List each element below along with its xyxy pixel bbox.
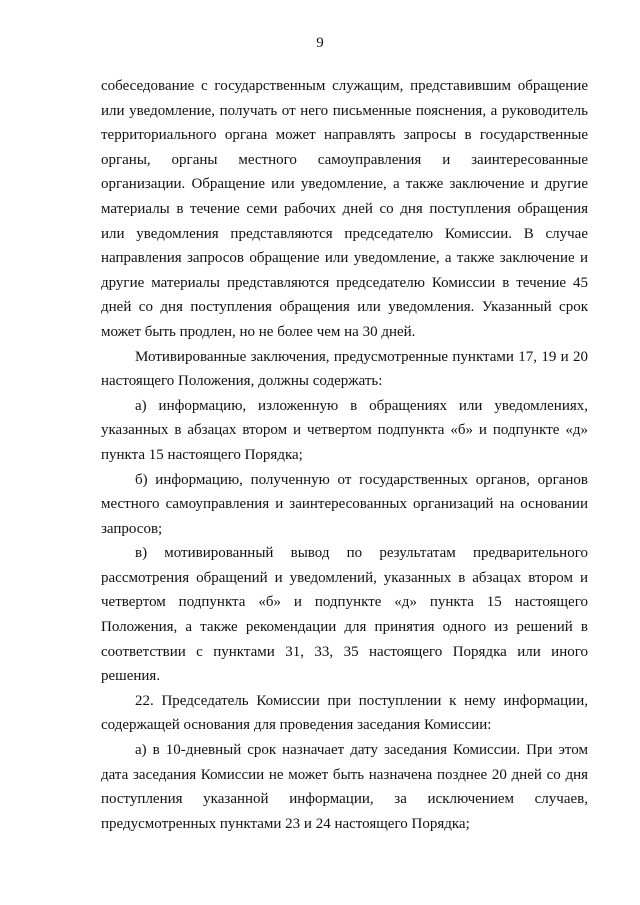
document-body [101,74,588,836]
paragraph-continuation: собеседование с государственным служащим, представившим обращение или уведомление, получать от него письменные пояснения, а руководитель территориального органа может направлять запросы в государственные органы, органы местного самоуправления и заинтересованные организации. Обращение или уведомление, а также заключение и другие материалы в течение семи рабочих дней со дня поступления обращения или уведомления представляются председателю Комиссии. В случае направления запросов обращение или уведомление, а также заключение и другие материалы представляются председателю Комиссии в течение 45 дней со дня поступления обращения или уведомления. Указанный срок может быть продлен, но не более чем на 30 дней. [101,78,588,340]
page-number: 9 [316,35,324,51]
list-item-b: б) информацию, полученную от государственных органов, органов местного самоуправления и заинтересованных организаций на основании запросов; [101,471,588,537]
list-item-v: в) мотивированный вывод по результатам предварительного рассмотрения обращений и уведомлений, указанных в абзацах втором и четвертом подпункта «б» и подпункте «д» пункта 15 настоящего Положения, а также рекомендации для принятия одного из решений в соответствии с пунктами 31, 33, 35 настоящего Порядка или иного решения. [101,545,588,685]
paragraph-point-22: 22. Председатель Комиссии при поступлении к нему информации, содержащей основания для проведения заседания Комиссии: [101,692,588,734]
list-item-22-a: а) в 10-дневный срок назначает дату заседания Комиссии. При этом дата заседания Комиссии не может быть назначена позднее 20 дней со дня поступления указанной информации, за исключением случаев, предусмотренных пунктами 23 и 24 настоящего Порядка; [101,742,588,832]
paragraph-motivated-conclusions: Мотивированные заключения, предусмотренные пунктами 17, 19 и 20 настоящего Положения, должны содержать: [101,348,588,390]
list-item-a: а) информацию, изложенную в обращениях или уведомлениях, указанных в абзацах втором и четвертом подпункта «б» и подпункте «д» пункта 15 настоящего Порядка; [101,397,588,463]
